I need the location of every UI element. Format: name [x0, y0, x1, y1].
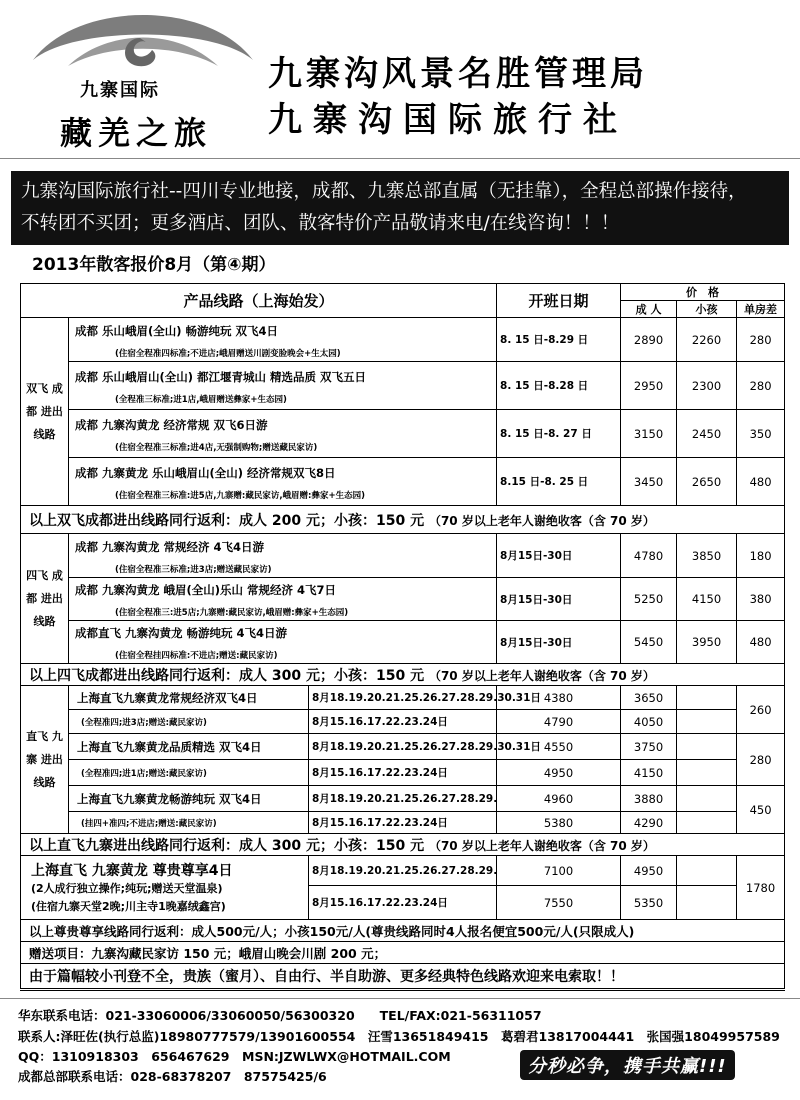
route-cell	[69, 621, 497, 664]
price-child: 5350	[621, 886, 677, 920]
rebate-text	[21, 834, 785, 856]
route-title: 成都直飞 九寨沟黄龙 畅游纯玩 4飞4日游	[75, 626, 288, 640]
price-single: 280	[737, 362, 785, 410]
price-child: 4150	[677, 578, 737, 621]
col-adult-header: 成 人	[621, 301, 677, 318]
route-cell	[69, 578, 497, 621]
price-child: 3880	[621, 786, 677, 812]
route-note: (住宿全程准三标准:进5店,九寨赠:藏民家访,峨眉赠:彝家+生态园)	[115, 490, 365, 501]
intro-banner	[11, 171, 789, 245]
price-adult: 5380	[497, 812, 621, 834]
route-date: 8. 15 日-8.29 日	[497, 318, 621, 362]
table-row	[21, 362, 785, 410]
rebate-row	[21, 664, 785, 686]
rebate-text	[21, 506, 785, 534]
price-child: 3850	[677, 534, 737, 578]
col-date-header: 开班日期	[497, 284, 621, 318]
price-single: 260	[737, 686, 785, 734]
route-cell	[69, 458, 497, 506]
vip-note-2: (住宿九寨天堂2晚;川主寺1晚嘉绒鑫宫)	[31, 900, 226, 913]
vip-cell	[21, 856, 309, 920]
table-row	[21, 812, 785, 834]
price-adult: 7100	[497, 856, 621, 886]
contact-east-china: 华东联系电话：021-33060006/33060050/56300320 TEL/FAX:021-56311057	[18, 1008, 542, 1023]
price-single: 1780	[737, 856, 785, 920]
org-title-2: 九寨沟国际旅行社	[268, 100, 628, 140]
col-single-header: 单房差	[737, 301, 785, 318]
issue-title: 2013年散客报价8月（第④期）	[32, 255, 276, 275]
price-adult: 5250	[621, 578, 677, 621]
table-row	[21, 318, 785, 362]
price-child: 2450	[677, 410, 737, 458]
vip-note-1: (2人成行独立操作;纯玩;赠送天堂温泉)	[31, 882, 223, 895]
price-single: 180	[737, 534, 785, 578]
empty-cell	[677, 886, 737, 920]
route-note: (住宿全程准四标准;不进店;峨眉赠送川剧变脸晚会+生太园)	[115, 348, 341, 359]
empty-cell	[677, 760, 737, 786]
route-cell	[69, 362, 497, 410]
divider	[0, 158, 800, 159]
rebate-text	[21, 664, 785, 686]
table-header-row	[21, 284, 785, 301]
price-adult: 3150	[621, 410, 677, 458]
empty-cell	[677, 710, 737, 734]
empty-cell	[677, 734, 737, 760]
route-title: 上海直飞九寨黄龙畅游纯玩 双飞4日	[69, 786, 309, 812]
vip-row	[21, 856, 785, 886]
route-date: 8月18.19.20.21.25.26.27.28.29.	[309, 786, 497, 812]
brand-script-title: 藏羌之旅	[60, 114, 213, 152]
rebate-main: 以上四飞成都进出线路同行返利：成人 300 元；小孩：150 元	[29, 667, 425, 684]
route-cell	[69, 318, 497, 362]
col-price-header: 价 格	[621, 284, 785, 301]
price-adult: 4550	[497, 734, 621, 760]
route-date: 8月15日-30日	[497, 578, 621, 621]
route-note: (全程准三标准;进1店,峨眉赠送彝家+生态园)	[115, 394, 287, 405]
divider	[0, 998, 800, 999]
route-date: 8月18.19.20.21.25.26.27.28.29.	[309, 856, 497, 886]
route-title: 成都 九寨黄龙 乐山峨眉山(全山) 经济常规双飞8日	[75, 465, 336, 480]
vip-title: 上海直飞 九寨黄龙 尊贵尊享4日	[31, 863, 233, 879]
slogan: 分秒必争，携手共赢!!!	[520, 1050, 735, 1080]
price-single: 280	[737, 734, 785, 786]
route-note: (住宿全程准三标准;进3店;赠送藏民家访)	[115, 564, 272, 575]
empty-cell	[677, 786, 737, 812]
route-date: 8月18.19.20.21.25.26.27.28.29.30.31日	[309, 686, 497, 710]
price-child: 2300	[677, 362, 737, 410]
rebate-main: 以上双飞成都进出线路同行返利：成人 200 元；小孩：150 元	[29, 512, 425, 529]
table-row	[21, 410, 785, 458]
route-date: 8. 15 日-8. 27 日	[497, 410, 621, 458]
price-adult: 4780	[621, 534, 677, 578]
table-row	[21, 710, 785, 734]
price-child: 2650	[677, 458, 737, 506]
col-route-header: 产品线路（上海始发）	[21, 284, 497, 318]
rebate-row	[21, 834, 785, 856]
closing-row	[21, 964, 785, 990]
contact-chengdu-hq: 成都总部联系电话：028-68378207 87575425/6	[18, 1069, 327, 1084]
route-title: 成都 乐山峨眉(全山) 畅游纯玩 双飞4日	[75, 323, 279, 338]
contact-qq-msn: QQ：1310918303 656467629 MSN:JZWLWX@HOTMAIL.COM	[18, 1049, 451, 1064]
price-child: 4290	[621, 812, 677, 834]
table-row	[21, 458, 785, 506]
route-note: (住宿全程准三:进5店;九寨赠:藏民家访,峨眉赠:彝家+生态园)	[115, 608, 349, 618]
price-child: 3750	[621, 734, 677, 760]
section-label: 直飞 九寨 进出 线路	[21, 686, 69, 834]
route-date: 8月15日-30日	[497, 534, 621, 578]
route-note: (全程准四;进1店;赠送:藏民家访)	[69, 760, 309, 786]
route-title: 上海直飞九寨黄龙常规经济双飞4日	[69, 686, 309, 710]
price-adult: 2950	[621, 362, 677, 410]
price-adult: 2890	[621, 318, 677, 362]
rebate-note: （70 岁以上老年人谢绝收客（含 70 岁）	[428, 513, 655, 528]
table-row	[21, 578, 785, 621]
price-single: 480	[737, 458, 785, 506]
route-date: 8月15.16.17.22.23.24日	[309, 886, 497, 920]
route-note: (住宿全程挂四标准:不进店;赠送:藏民家访)	[115, 651, 278, 661]
route-cell	[69, 534, 497, 578]
rebate-vip: 以上尊贵尊享线路同行返利：成人500元/人；小孩150元/人(尊贵线路同时4人报名便宜500元/人(只限成人)	[21, 920, 785, 942]
price-adult: 5450	[621, 621, 677, 664]
route-title: 成都 九寨沟黄龙 峨眉(全山)乐山 常规经济 4飞7日	[75, 583, 337, 597]
price-adult: 7550	[497, 886, 621, 920]
route-date: 8. 15 日-8.28 日	[497, 362, 621, 410]
col-child-header: 小孩	[677, 301, 737, 318]
route-title: 上海直飞九寨黄龙品质精选 双飞4日	[69, 734, 309, 760]
route-date: 8.15 日-8. 25 日	[497, 458, 621, 506]
org-title-1: 九寨沟风景名胜管理局	[268, 54, 648, 94]
price-child: 3650	[621, 686, 677, 710]
banner-line-2: 不转团不买团；更多酒店、团队、散客特价产品敬请来电/在线咨询！！！	[21, 213, 620, 234]
table-row	[21, 621, 785, 664]
rebate-note: （70 岁以上老年人谢绝收客（含 70 岁）	[428, 668, 655, 683]
route-note: (住宿全程准三标准;进4店,无强制购物;赠送藏民家访)	[115, 442, 318, 453]
route-title: 成都 乐山峨眉山(全山) 都江堰青城山 精选品质 双飞五日	[75, 369, 367, 384]
brand-name: 九寨国际	[80, 80, 160, 101]
route-date: 8月18.19.20.21.25.26.27.28.29.30.31日	[309, 734, 497, 760]
section-label: 双飞 成都 进出 线路	[21, 318, 69, 506]
price-child: 4150	[621, 760, 677, 786]
contact-persons: 联系人:泽旺佐(执行总监)18980777579/13901600554 汪雪13651849415 葛碧君13817004441 张国强18049957589	[18, 1029, 780, 1044]
eye-swirl-logo-icon	[28, 8, 258, 78]
table-row	[21, 534, 785, 578]
price-adult: 4790	[497, 710, 621, 734]
route-note: (全程准四;进3店;赠送:藏民家访)	[69, 710, 309, 734]
table-row	[21, 734, 785, 760]
price-child: 4950	[621, 856, 677, 886]
route-note: (挂四+准四;不进店;赠送:藏民家访)	[69, 812, 309, 834]
route-title: 成都 九寨沟黄龙 经济常规 双飞6日游	[75, 417, 268, 432]
empty-cell	[677, 686, 737, 710]
table-row	[21, 786, 785, 812]
route-date: 8月15.16.17.22.23.24日	[309, 710, 497, 734]
table-row	[21, 760, 785, 786]
route-title: 成都 九寨沟黄龙 常规经济 4飞4日游	[75, 539, 265, 554]
route-date: 8月15.16.17.22.23.24日	[309, 760, 497, 786]
empty-cell	[677, 856, 737, 886]
gift-row	[21, 942, 785, 964]
rebate-note: （70 岁以上老年人谢绝收客（含 70 岁）	[428, 838, 655, 853]
rebate-row	[21, 920, 785, 942]
closing-text: 由于篇幅较小刊登不全，贵族（蜜月）、自由行、半自助游、更多经典特色线路欢迎来电索取！！	[21, 964, 785, 990]
gift-items: 赠送项目：九寨沟藏民家访 150 元；峨眉山晚会川剧 200 元；	[21, 942, 785, 964]
rebate-row	[21, 506, 785, 534]
price-adult: 4950	[497, 760, 621, 786]
price-table	[20, 283, 785, 991]
route-date: 8月15.16.17.22.23.24日	[309, 812, 497, 834]
banner-line-1: 九寨沟国际旅行社--四川专业地接，成都、九寨总部直属（无挂靠），全程总部操作接待，	[21, 181, 747, 202]
table-row	[21, 686, 785, 710]
price-single: 280	[737, 318, 785, 362]
price-single: 450	[737, 786, 785, 834]
price-adult: 3450	[621, 458, 677, 506]
price-adult: 4960	[497, 786, 621, 812]
price-single: 480	[737, 621, 785, 664]
route-date: 8月15日-30日	[497, 621, 621, 664]
price-single: 380	[737, 578, 785, 621]
empty-cell	[677, 812, 737, 834]
price-child: 3950	[677, 621, 737, 664]
section-label: 四飞 成都 进出 线路	[21, 534, 69, 664]
price-child: 2260	[677, 318, 737, 362]
rebate-main: 以上直飞九寨进出线路同行返利：成人 300 元；小孩：150 元	[29, 837, 425, 854]
route-cell	[69, 410, 497, 458]
price-child: 4050	[621, 710, 677, 734]
price-adult: 4380	[497, 686, 621, 710]
price-single: 350	[737, 410, 785, 458]
